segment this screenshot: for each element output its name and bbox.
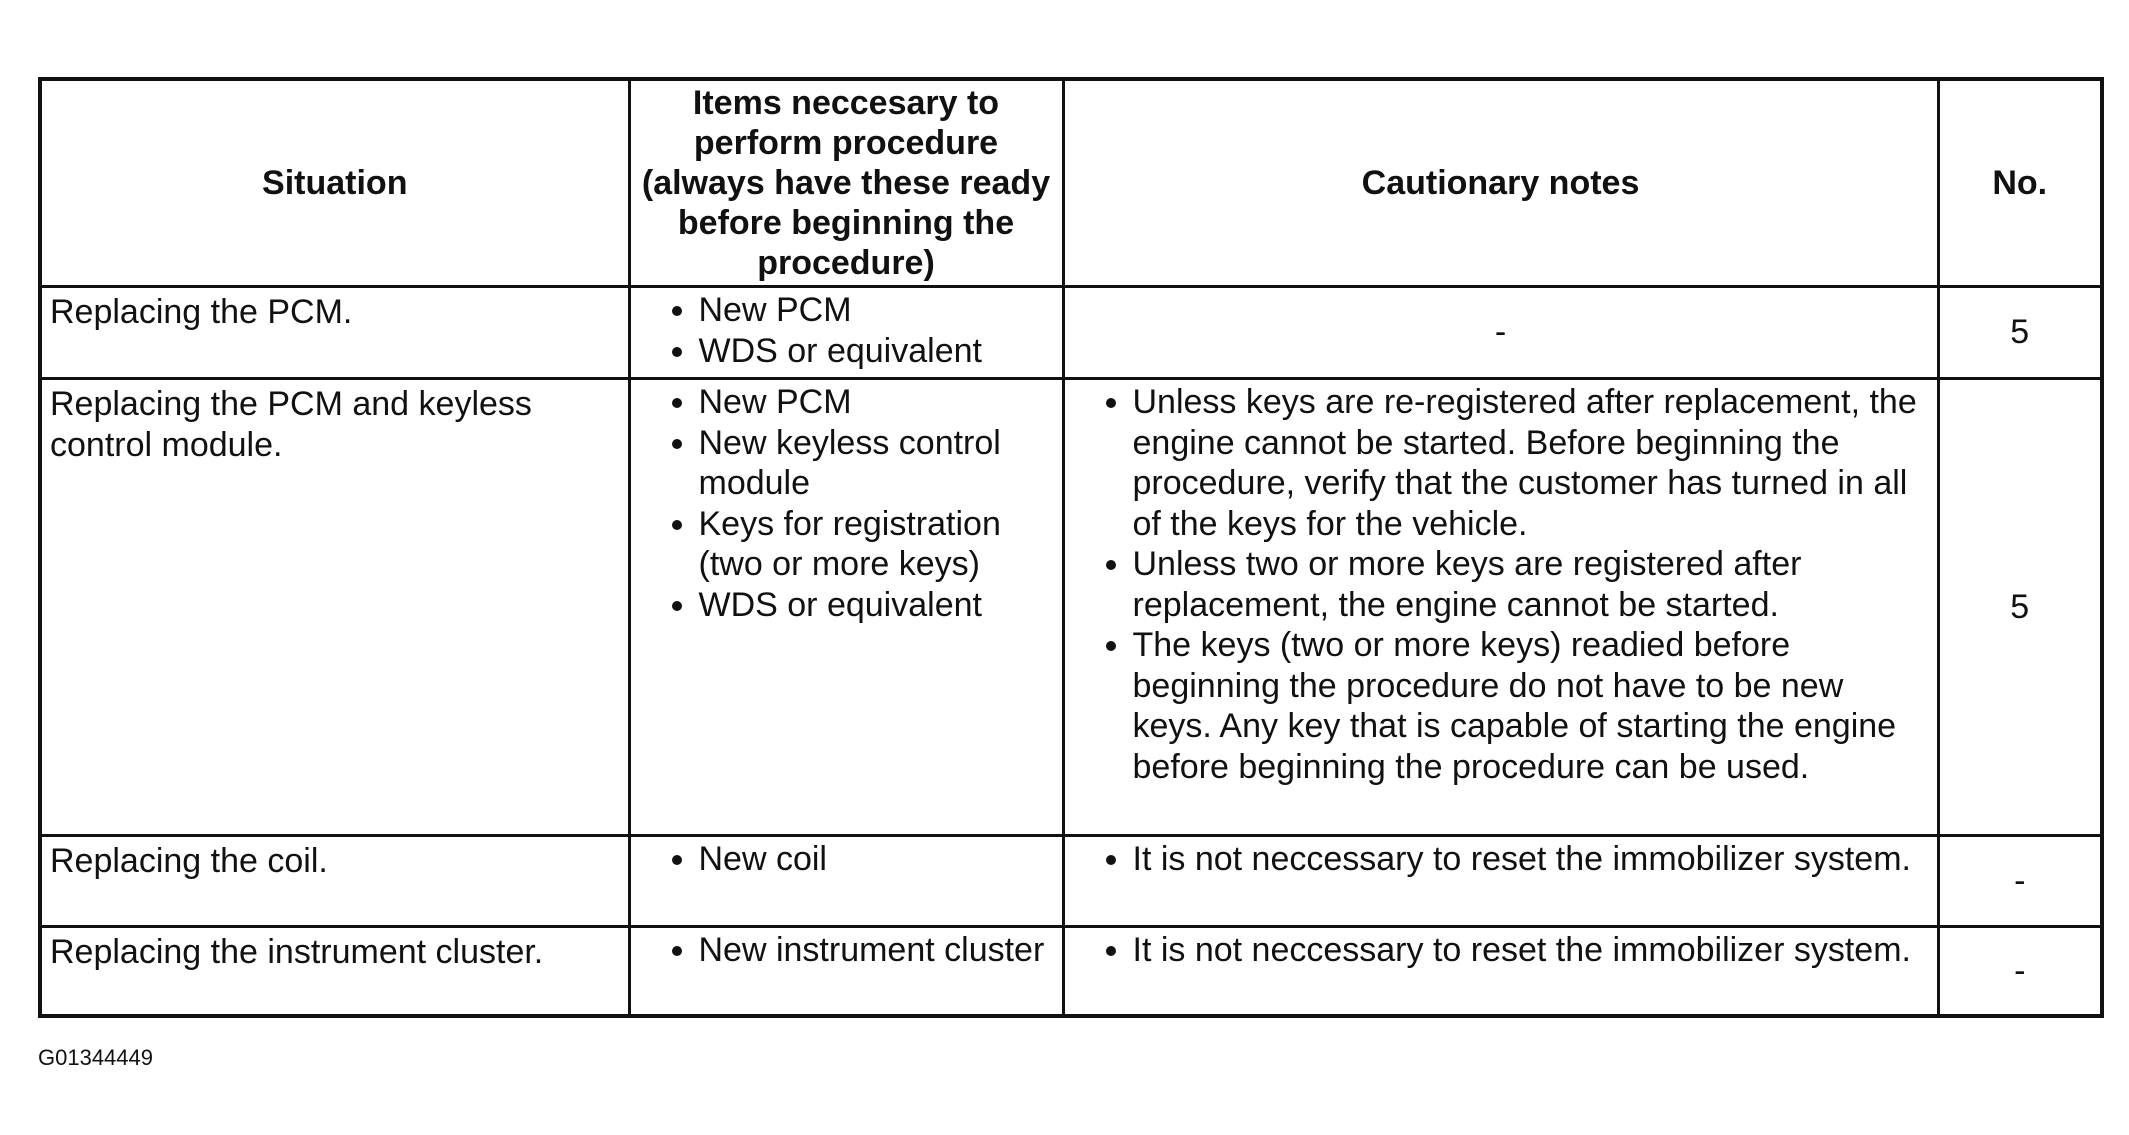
list-item: • WDS or equivalent — [699, 331, 1054, 372]
header-situation: Situation — [40, 79, 629, 287]
situation-cell — [40, 836, 629, 927]
list-item: • WDS or equivalent — [699, 585, 1054, 626]
notes-cell: - — [1063, 287, 1938, 379]
list-item: • New instrument cluster — [699, 930, 1054, 971]
notes-list — [1065, 837, 1937, 886]
items-list — [631, 380, 1062, 631]
table-row — [40, 836, 2102, 927]
notes-cell — [1063, 927, 1938, 1017]
table-row — [40, 379, 2102, 836]
situation-cell — [40, 379, 629, 836]
table-row — [40, 927, 2102, 1017]
list-item: • Unless two or more keys are registered after replacement, the engine cannot be started. — [1133, 544, 1929, 625]
list-item: • It is not neccessary to reset the immobilizer system. — [1133, 930, 1929, 971]
number-cell: 5 — [1938, 287, 2102, 379]
items-cell — [629, 836, 1063, 927]
notes-cell — [1063, 379, 1938, 836]
list-item: • New PCM — [699, 290, 1054, 331]
procedure-table — [38, 77, 2104, 1018]
items-cell — [629, 287, 1063, 379]
items-list — [631, 837, 1062, 886]
situation-text: Replacing the coil. — [50, 842, 328, 880]
notes-list — [1065, 380, 1937, 793]
number-cell: 5 — [1938, 379, 2102, 836]
header-number: No. — [1938, 79, 2102, 287]
number-cell: - — [1938, 927, 2102, 1017]
header-cautionary-notes: Cautionary notes — [1063, 79, 1938, 287]
situation-text: Replacing the PCM. — [50, 293, 353, 331]
list-item: • New coil — [699, 839, 1054, 880]
number-cell: - — [1938, 836, 2102, 927]
table-row — [40, 287, 2102, 379]
items-cell — [629, 379, 1063, 836]
situation-cell — [40, 927, 629, 1017]
items-list — [631, 928, 1062, 977]
items-list — [631, 288, 1062, 377]
notes-list — [1065, 928, 1937, 977]
list-item: • It is not neccessary to reset the immobilizer system. — [1133, 839, 1929, 880]
situation-text: Replacing the PCM and keyless control module. — [50, 385, 532, 464]
table-header-row — [40, 79, 2102, 287]
list-item: • Unless keys are re-registered after replacement, the engine cannot be started. Before beginning the procedure, verify that the customer has turned in all of the keys for the vehicle. — [1133, 382, 1929, 544]
list-item: • New PCM — [699, 382, 1054, 423]
figure-code: G01344449 — [38, 1045, 153, 1070]
list-item: • New keyless control module — [699, 423, 1054, 504]
notes-cell — [1063, 836, 1938, 927]
list-item: • The keys (two or more keys) readied before beginning the procedure do not have to be new keys. Any key that is capable of starting the engine before beginning the procedure can be used. — [1133, 625, 1929, 787]
list-item: • Keys for registration (two or more keys) — [699, 504, 1054, 585]
situation-text: Replacing the instrument cluster. — [50, 933, 544, 971]
situation-cell — [40, 287, 629, 379]
header-items: Items neccesary to perform procedure (always have these ready before beginning the procedure) — [629, 79, 1063, 287]
items-cell — [629, 927, 1063, 1017]
